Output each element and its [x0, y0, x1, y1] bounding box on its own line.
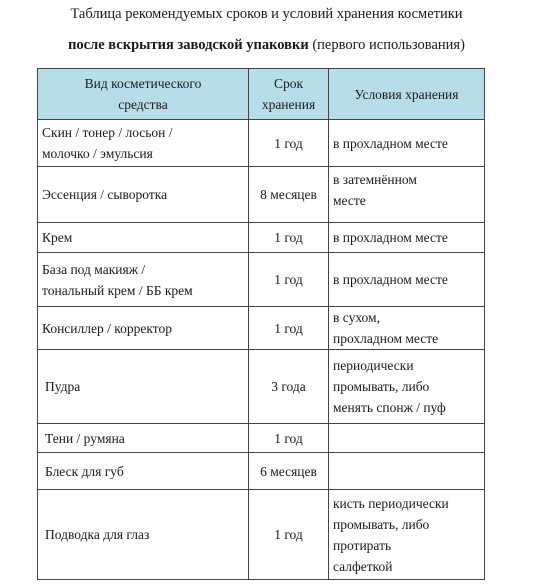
- storage-conditions-cell: в прохладном месте: [329, 223, 485, 253]
- storage-conditions-cell: в прохладном месте: [329, 120, 485, 167]
- cosmetic-type-cell: Эссенция / сыворотка: [38, 167, 249, 223]
- header-cosmetic-type: Вид косметического средства: [38, 69, 249, 120]
- cosmetic-type-cell: Скин / тонер / лосьон / молочко / эмульсия: [38, 120, 249, 167]
- storage-conditions-cell: в прохладном месте: [329, 253, 485, 307]
- storage-period-cell: 3 года: [249, 350, 329, 424]
- storage-period-cell: 1 год: [249, 307, 329, 350]
- storage-period-cell: 1 год: [249, 490, 329, 580]
- storage-period-cell: 1 год: [249, 424, 329, 453]
- table-row: [38, 253, 485, 307]
- table-row: [38, 307, 485, 350]
- storage-conditions-cell: кисть периодически промывать, либо протирать салфеткой: [329, 490, 485, 580]
- table-row: [38, 453, 485, 490]
- header-storage-conditions: Условия хранения: [329, 69, 485, 120]
- storage-period-cell: 1 год: [249, 120, 329, 167]
- storage-conditions-cell: периодически промывать, либо менять спонж / пуф: [329, 350, 485, 424]
- cosmetic-type-cell: Крем: [38, 223, 249, 253]
- storage-table: [37, 68, 485, 580]
- storage-conditions-cell: в сухом, прохладном месте: [329, 307, 485, 350]
- table-header-row: [38, 69, 485, 120]
- storage-period-cell: 6 месяцев: [249, 453, 329, 490]
- table-row: [38, 424, 485, 453]
- storage-conditions-cell: [329, 453, 485, 490]
- table-row: [38, 350, 485, 424]
- storage-period-cell: 8 месяцев: [249, 167, 329, 223]
- table-row: [38, 167, 485, 223]
- table-row: [38, 490, 485, 580]
- cosmetic-type-cell: Подводка для глаз: [38, 490, 249, 580]
- table-row: [38, 223, 485, 253]
- cosmetic-type-cell: База под макияж / тональный крем / ББ крем: [38, 253, 249, 307]
- cosmetic-type-cell: Блеск для губ: [38, 453, 249, 490]
- storage-conditions-cell: [329, 424, 485, 453]
- document-title: Таблица рекомендуемых сроков и условий хранения косметики: [70, 6, 463, 22]
- header-storage-period: Срок хранения: [249, 69, 329, 120]
- storage-period-cell: 1 год: [249, 223, 329, 253]
- cosmetic-type-cell: Тени / румяна: [38, 424, 249, 453]
- cosmetic-type-cell: Пудра: [38, 350, 249, 424]
- table-row: [38, 120, 485, 167]
- subtitle-rest-part: (первого использования): [308, 37, 465, 53]
- storage-conditions-cell: в затемнённом месте: [329, 167, 485, 223]
- storage-period-cell: 1 год: [249, 253, 329, 307]
- document-subtitle: [0, 37, 533, 54]
- subtitle-bold-part: после вскрытия заводской упаковки: [68, 37, 309, 53]
- cosmetic-type-cell: Консиллер / корректор: [38, 307, 249, 350]
